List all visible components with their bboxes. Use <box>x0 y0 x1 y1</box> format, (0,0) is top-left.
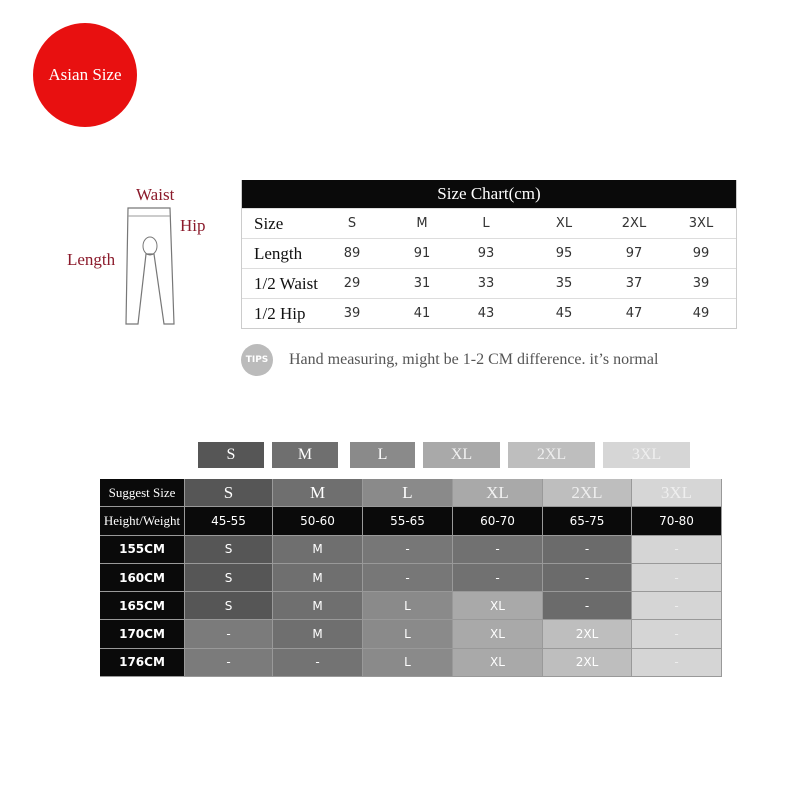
size-cell: - <box>273 649 363 677</box>
size-cell: - <box>185 649 273 677</box>
value-cell: 93 <box>477 246 495 261</box>
size-chart-row <box>242 268 736 298</box>
size-cell: 70-80 <box>632 507 722 535</box>
value-cell: 43 <box>477 306 495 321</box>
tips-note <box>241 344 658 376</box>
value-cell: 95 <box>555 246 573 261</box>
tips-icon: TIPS <box>241 344 273 376</box>
value-cell: 39 <box>343 306 361 321</box>
weight-row <box>100 507 722 535</box>
size-cell: 2XL <box>543 620 632 648</box>
size-cell: - <box>363 536 453 564</box>
size-chart-row <box>242 208 736 238</box>
size-cell: M <box>273 592 363 620</box>
size-cell: - <box>543 592 632 620</box>
size-chart-title: Size Chart(cm) <box>242 180 736 208</box>
value-cell: M <box>416 216 428 231</box>
legend-pill-s: S <box>198 442 264 468</box>
size-cell: 2XL <box>543 649 632 677</box>
height-row <box>100 620 722 648</box>
size-cell: - <box>543 536 632 564</box>
size-cell: M <box>273 620 363 648</box>
size-cell: 45-55 <box>185 507 273 535</box>
size-cell: 2XL <box>543 479 632 507</box>
size-cell: - <box>632 649 722 677</box>
size-cell: 65-75 <box>543 507 632 535</box>
size-cell: - <box>632 536 722 564</box>
size-cell: - <box>453 564 543 592</box>
height-row <box>100 649 722 677</box>
row-label: Size <box>254 213 284 233</box>
value-cell: 89 <box>343 246 361 261</box>
row-header: Suggest Size <box>100 479 185 507</box>
row-header: 165CM <box>100 592 185 620</box>
value-cell: 47 <box>625 306 643 321</box>
legend-pill-2xl: 2XL <box>508 442 595 468</box>
size-chart-row <box>242 238 736 268</box>
size-cell: XL <box>453 649 543 677</box>
row-header: 176CM <box>100 649 185 677</box>
size-cell: S <box>185 564 273 592</box>
row-header: 160CM <box>100 564 185 592</box>
legend-pill-3xl: 3XL <box>603 442 690 468</box>
size-cell: 60-70 <box>453 507 543 535</box>
height-row <box>100 592 722 620</box>
size-cell: L <box>363 592 453 620</box>
legend-pill-m: M <box>272 442 338 468</box>
row-label: 1/2 Hip <box>254 303 306 323</box>
size-cell: - <box>632 592 722 620</box>
value-cell: 33 <box>477 276 495 291</box>
row-header: Height/Weight <box>100 507 185 535</box>
size-cell: L <box>363 620 453 648</box>
value-cell: 3XL <box>688 216 714 231</box>
size-chart-row <box>242 298 736 328</box>
size-cell: XL <box>453 479 543 507</box>
size-cell: - <box>185 620 273 648</box>
size-cell: - <box>543 564 632 592</box>
value-cell: 97 <box>625 246 643 261</box>
pants-icon <box>120 204 180 334</box>
value-cell: 39 <box>692 276 710 291</box>
suggest-size-row <box>100 479 722 507</box>
row-label: 1/2 Waist <box>254 273 318 293</box>
size-cell: XL <box>453 592 543 620</box>
size-cell: S <box>185 479 273 507</box>
value-cell: S <box>347 216 357 231</box>
height-row <box>100 536 722 564</box>
size-cell: - <box>453 536 543 564</box>
size-cell: - <box>632 564 722 592</box>
size-cell: M <box>273 536 363 564</box>
value-cell: 41 <box>413 306 431 321</box>
size-cell: - <box>632 620 722 648</box>
size-cell: - <box>363 564 453 592</box>
value-cell: 29 <box>343 276 361 291</box>
value-cell: 91 <box>413 246 431 261</box>
value-cell: 2XL <box>621 216 647 231</box>
value-cell: 99 <box>692 246 710 261</box>
size-cell: S <box>185 592 273 620</box>
value-cell: 35 <box>555 276 573 291</box>
size-cell: L <box>363 479 453 507</box>
height-row <box>100 564 722 592</box>
legend-pill-xl: XL <box>423 442 500 468</box>
size-cell: M <box>273 564 363 592</box>
value-cell: 31 <box>413 276 431 291</box>
size-cell: 50-60 <box>273 507 363 535</box>
value-cell: 37 <box>625 276 643 291</box>
hip-label: Hip <box>180 216 206 235</box>
row-header: 155CM <box>100 536 185 564</box>
size-cell: XL <box>453 620 543 648</box>
size-cell: S <box>185 536 273 564</box>
size-chart-table <box>241 180 737 329</box>
suggest-size-table <box>100 479 722 677</box>
size-cell: M <box>273 479 363 507</box>
value-cell: XL <box>555 216 573 231</box>
asian-size-badge: Asian Size <box>33 23 137 127</box>
tips-text: Hand measuring, might be 1-2 CM difference. it’s normal <box>289 351 659 368</box>
length-label: Length <box>67 250 116 269</box>
size-cell: 55-65 <box>363 507 453 535</box>
size-cell: 3XL <box>632 479 722 507</box>
row-header: 170CM <box>100 620 185 648</box>
value-cell: 45 <box>555 306 573 321</box>
pants-diagram <box>60 180 240 350</box>
waist-label: Waist <box>136 185 175 204</box>
legend-pill-l: L <box>350 442 415 468</box>
row-label: Length <box>254 243 303 263</box>
value-cell: L <box>482 216 490 231</box>
size-cell: L <box>363 649 453 677</box>
value-cell: 49 <box>692 306 710 321</box>
